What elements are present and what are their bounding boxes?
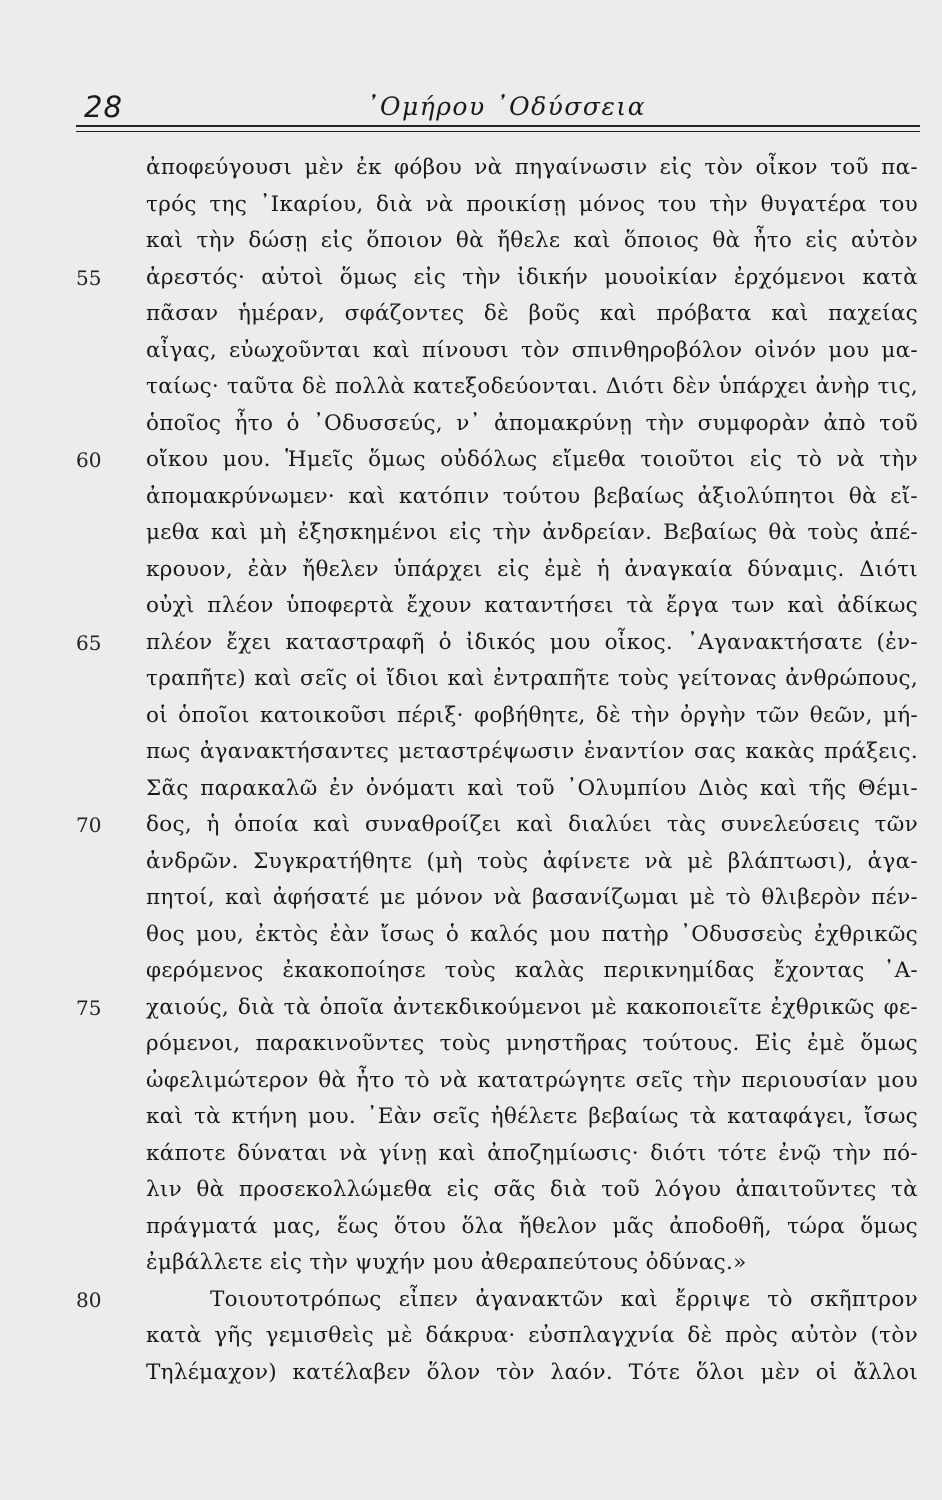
line-number: 70 (76, 813, 102, 837)
text-line: τρός της ᾿Ικαρίου, διὰ νὰ προικίσῃ μόνος του τὴν θυγατέρα του (146, 191, 918, 217)
header-rule (76, 125, 920, 127)
page-number: 28 (84, 90, 123, 124)
text-line: ρόμενοι, παρακινοῦντες τοὺς μνηστῆρας τούτους. Εἰς ἐμὲ ὅμως (146, 1031, 918, 1056)
text-line: καὶ τὰ κτήνη μου. ᾿Εὰν σεῖς ἠθέλετε βεβαίως τὰ καταφάγει, ἴσως (146, 1104, 918, 1129)
body-text (146, 150, 918, 1391)
text-line: ἀρεστός· αὐτοὶ ὅμως εἰς τὴν ἰδικήν μουοἰκίαν ἐρχόμενοι κατὰ (146, 264, 918, 290)
text-line: κάποτε δύναται νὰ γίνῃ καὶ ἀποζημίωσις· διότι τότε ἐνῷ τὴν πό- (146, 1140, 918, 1166)
line-number: 60 (76, 448, 102, 472)
text-line: ἀπομακρύνωμεν· καὶ κατόπιν τούτου βεβαίως ἀξιολύπητοι θὰ εἴ- (146, 483, 918, 509)
page-header (76, 86, 920, 126)
text-line: ἐμβάλλετε εἰς τὴν ψυχήν μου ἀθεραπεύτους ὀδύνας.» (146, 1250, 747, 1275)
text-line: πλέον ἔχει καταστραφῆ ὁ ἰδικός μου οἶκος. ᾿Αγανακτήσατε (ἐν- (146, 629, 918, 655)
text-line: ταίως· ταῦτα δὲ πολλὰ κατεξοδεύονται. Διότι δὲν ὑπάρχει ἀνὴρ τις, (146, 374, 918, 399)
text-line: ἀποφεύγουσι μὲν ἐκ φόβου νὰ πηγαίνωσιν εἰς τὸν οἶκον τοῦ πα- (146, 155, 918, 180)
text-line: ὁποῖος ἦτο ὁ ᾿Οδυσσεύς, ν᾿ ἀπομακρύνῃ τὴν συμφορὰν ἀπὸ τοῦ (146, 410, 918, 436)
text-line: μεθα καὶ μὴ ἐξησκημένοι εἰς τὴν ἀνδρείαν. Βεβαίως θὰ τοὺς ἀπέ- (146, 520, 918, 545)
line-number: 80 (76, 1287, 102, 1312)
text-line: χαιούς, διὰ τὰ ὁποῖα ἀντεκδικούμενοι μὲ κακοποιεῖτε ἐχθρικῶς φε- (146, 994, 918, 1020)
text-line: πᾶσαν ἡμέραν, σφάζοντες δὲ βοῦς καὶ πρόβατα καὶ παχείας (146, 301, 918, 326)
text-line: Τοιουτοτρόπως εἶπεν ἀγανακτῶν καὶ ἔρριψε τὸ σκῆπτρον (210, 1286, 918, 1312)
running-title: ᾿Ομήρου ᾿Οδύσσεια (366, 92, 647, 121)
line-number: 75 (76, 995, 102, 1020)
line-number: 65 (76, 630, 102, 655)
text-line: κρουον, ἐὰν ἤθελεν ὑπάρχει εἰς ἐμὲ ἡ ἀναγκαία δύναμις. Διότι (146, 556, 918, 582)
text-line: λιν θὰ προσεκολλώμεθα εἰς σᾶς διὰ τοῦ λόγου ἀπαιτοῦντες τὰ (146, 1177, 918, 1202)
text-line: Τηλέμαχον) κατέλαβεν ὅλον τὸν λαόν. Τότε ὅλοι μὲν οἱ ἄλλοι (146, 1359, 918, 1385)
text-line: πράγματά μας, ἕως ὅτου ὅλα ἤθελον μᾶς ἀποδοθῆ, τώρα ὅμως (146, 1213, 918, 1239)
text-line: θος μου, ἐκτὸς ἐὰν ἴσως ὁ καλός μου πατὴρ ᾿Οδυσσεὺς ἐχθρικῶς (146, 921, 918, 947)
header-rule-thin (76, 131, 920, 132)
text-line: τραπῆτε) καὶ σεῖς οἱ ἴδιοι καὶ ἐντραπῆτε τοὺς γείτονας ἀνθρώπους, (146, 666, 918, 691)
text-line: δος, ἡ ὁποία καὶ συναθροίζει καὶ διαλύει τὰς συνελεύσεις τῶν (146, 812, 918, 837)
text-line: αἶγας, εὐωχοῦνται καὶ πίνουσι τὸν σπινθηροβόλον οἰνόν μου μα- (146, 337, 918, 363)
text-line: ἀνδρῶν. Συγκρατήθητε (μὴ τοὺς ἀφίνετε νὰ μὲ βλάπτωσι), ἀγα- (146, 848, 918, 874)
text-line: οἴκου μου. Ἡμεῖς ὅμως οὐδόλως εἴμεθα τοιοῦτοι εἰς τὸ νὰ τὴν (146, 447, 918, 472)
text-line: Σᾶς παρακαλῶ ἐν ὀνόματι καὶ τοῦ ᾿Ολυμπίου Διὸς καὶ τῆς Θέμι- (146, 775, 918, 801)
text-line: καὶ τὴν δώσῃ εἰς ὅποιον θὰ ἤθελε καὶ ὅποιος θὰ ἦτο εἰς αὐτὸν (146, 228, 918, 253)
text-line: οἱ ὁποῖοι κατοικοῦσι πέριξ· φοβήθητε, δὲ τὴν ὀργὴν τῶν θεῶν, μή- (146, 702, 918, 728)
text-line: πητοί, καὶ ἀφήσατέ με μόνον νὰ βασανίζωμαι μὲ τὸ θλιβερὸν πέν- (146, 885, 918, 910)
text-line: φερόμενος ἐκακοποίησε τοὺς καλὰς περικνημίδας ἔχοντας ᾿Α- (146, 958, 918, 983)
text-line: κατὰ γῆς γεμισθεὶς μὲ δάκρυα· εὐσπλαγχνία δὲ πρὸς αὐτὸν (τὸν (146, 1323, 918, 1348)
line-number: 55 (76, 265, 102, 290)
text-line: ὠφελιμώτερον θὰ ἦτο τὸ νὰ κατατρώγητε σεῖς τὴν περιουσίαν μου (146, 1067, 918, 1093)
text-line: πως ἀγανακτήσαντες μεταστρέψωσιν ἐναντίον σας κακὰς πράξεις. (146, 739, 918, 764)
text-line: οὐχὶ πλέον ὑποφερτὰ ἔχουν καταντήσει τὰ ἔργα των καὶ ἀδίκως (146, 593, 918, 618)
